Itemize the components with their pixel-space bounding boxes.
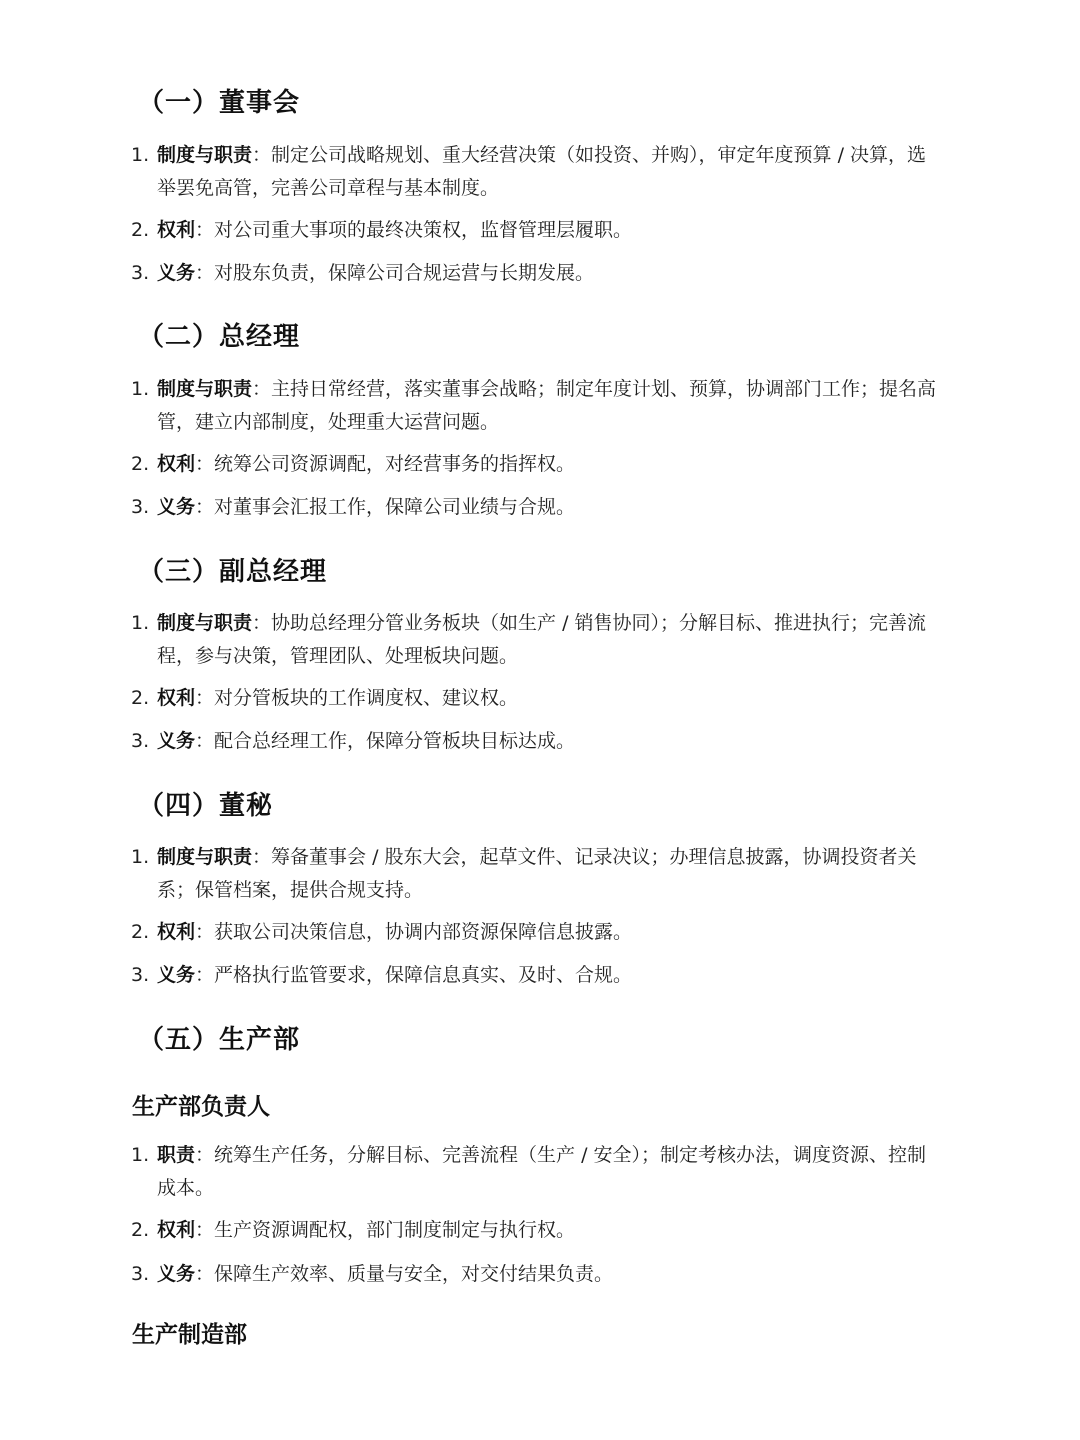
item-number: 3.	[131, 730, 150, 752]
item-text: 生产资源调配权，部门制度制定与执行权。	[214, 1219, 576, 1241]
item-term: 义务	[157, 964, 196, 986]
item-number: 2.	[131, 453, 150, 475]
item-term: 职责	[157, 1144, 196, 1166]
item-text: 统筹公司资源调配，对经营事务的指挥权。	[214, 453, 576, 475]
item-term: 制度与职责	[157, 144, 253, 166]
item-text: 对董事会汇报工作，保障公司业绩与合规。	[214, 496, 576, 518]
section-heading-deputy-gm: （三）副总经理	[138, 557, 328, 587]
item-separator: ：	[195, 687, 215, 709]
item-number: 1.	[131, 846, 150, 868]
item-number: 1.	[131, 612, 150, 634]
item-separator: ：	[252, 612, 272, 634]
list-item	[131, 725, 941, 758]
item-term: 制度与职责	[157, 612, 253, 634]
list-item	[131, 1258, 941, 1291]
item-separator: ：	[195, 219, 215, 241]
item-separator: ：	[195, 921, 215, 943]
item-text: 对公司重大事项的最终决策权，监督管理层履职。	[214, 219, 633, 241]
section-heading-production: （五）生产部	[138, 1025, 301, 1055]
item-term: 权利	[157, 921, 196, 943]
item-text: 制定公司战略规划、重大经营决策（如投资、并购），审定年度预算 / 决算，选举罢免高管，完善公司章程与基本制度。	[157, 144, 927, 199]
item-separator: ：	[252, 378, 272, 400]
item-term: 权利	[157, 687, 196, 709]
item-term: 制度与职责	[157, 846, 253, 868]
section-heading-board: （一）董事会	[138, 88, 301, 118]
item-separator: ：	[195, 262, 215, 284]
section-heading-general-manager: （二）总经理	[138, 322, 301, 352]
item-number: 3.	[131, 1263, 150, 1285]
item-separator: ：	[195, 964, 215, 986]
item-text: 保障生产效率、质量与安全，对交付结果负责。	[214, 1263, 614, 1285]
item-text: 对分管板块的工作调度权、建议权。	[214, 687, 519, 709]
item-number: 3.	[131, 262, 150, 284]
item-term: 义务	[157, 496, 196, 518]
item-text: 对股东负责，保障公司合规运营与长期发展。	[214, 262, 595, 284]
subheading-manufacturing: 生产制造部	[132, 1322, 247, 1348]
item-number: 2.	[131, 1219, 150, 1241]
list-item	[131, 448, 941, 481]
item-number: 2.	[131, 219, 150, 241]
list-item	[131, 1214, 941, 1247]
list-item	[131, 1139, 941, 1205]
item-term: 权利	[157, 1219, 196, 1241]
item-text: 配合总经理工作，保障分管板块目标达成。	[214, 730, 576, 752]
list-item	[131, 214, 941, 247]
item-term: 权利	[157, 453, 196, 475]
item-text: 筹备董事会 / 股东大会，起草文件、记录决议；办理信息披露，协调投资者关系；保管档案，提供合规支持。	[157, 846, 917, 901]
list-item	[131, 257, 941, 290]
item-text: 协助总经理分管业务板块（如生产 / 销售协同）；分解目标、推进执行；完善流程，参与决策，管理团队、处理板块问题。	[157, 612, 927, 667]
item-text: 统筹生产任务，分解目标、完善流程（生产 / 安全）；制定考核办法，调度资源、控制成本。	[157, 1144, 927, 1199]
item-number: 1.	[131, 144, 150, 166]
list-item	[131, 139, 941, 205]
item-number: 3.	[131, 496, 150, 518]
item-separator: ：	[195, 453, 215, 475]
list-item	[131, 373, 941, 439]
item-term: 义务	[157, 730, 196, 752]
item-text: 严格执行监管要求，保障信息真实、及时、合规。	[214, 964, 633, 986]
item-number: 1.	[131, 1144, 150, 1166]
list-item	[131, 916, 941, 949]
item-term: 义务	[157, 262, 196, 284]
item-separator: ：	[195, 1219, 215, 1241]
list-item	[131, 491, 941, 524]
item-number: 3.	[131, 964, 150, 986]
item-separator: ：	[195, 496, 215, 518]
item-separator: ：	[195, 1144, 215, 1166]
list-item	[131, 682, 941, 715]
list-item	[131, 841, 941, 907]
item-term: 义务	[157, 1263, 196, 1285]
item-term: 制度与职责	[157, 378, 253, 400]
subheading-production-head: 生产部负责人	[132, 1094, 270, 1120]
item-separator: ：	[195, 730, 215, 752]
item-number: 2.	[131, 921, 150, 943]
item-number: 2.	[131, 687, 150, 709]
item-separator: ：	[252, 846, 272, 868]
item-separator: ：	[195, 1263, 215, 1285]
item-separator: ：	[252, 144, 272, 166]
item-text: 获取公司决策信息，协调内部资源保障信息披露。	[214, 921, 633, 943]
item-term: 权利	[157, 219, 196, 241]
item-number: 1.	[131, 378, 150, 400]
list-item	[131, 959, 941, 992]
list-item	[131, 607, 941, 673]
item-text: 主持日常经营，落实董事会战略；制定年度计划、预算，协调部门工作；提名高管，建立内部制度，处理重大运营问题。	[157, 378, 937, 433]
section-heading-board-secretary: （四）董秘	[138, 791, 274, 821]
